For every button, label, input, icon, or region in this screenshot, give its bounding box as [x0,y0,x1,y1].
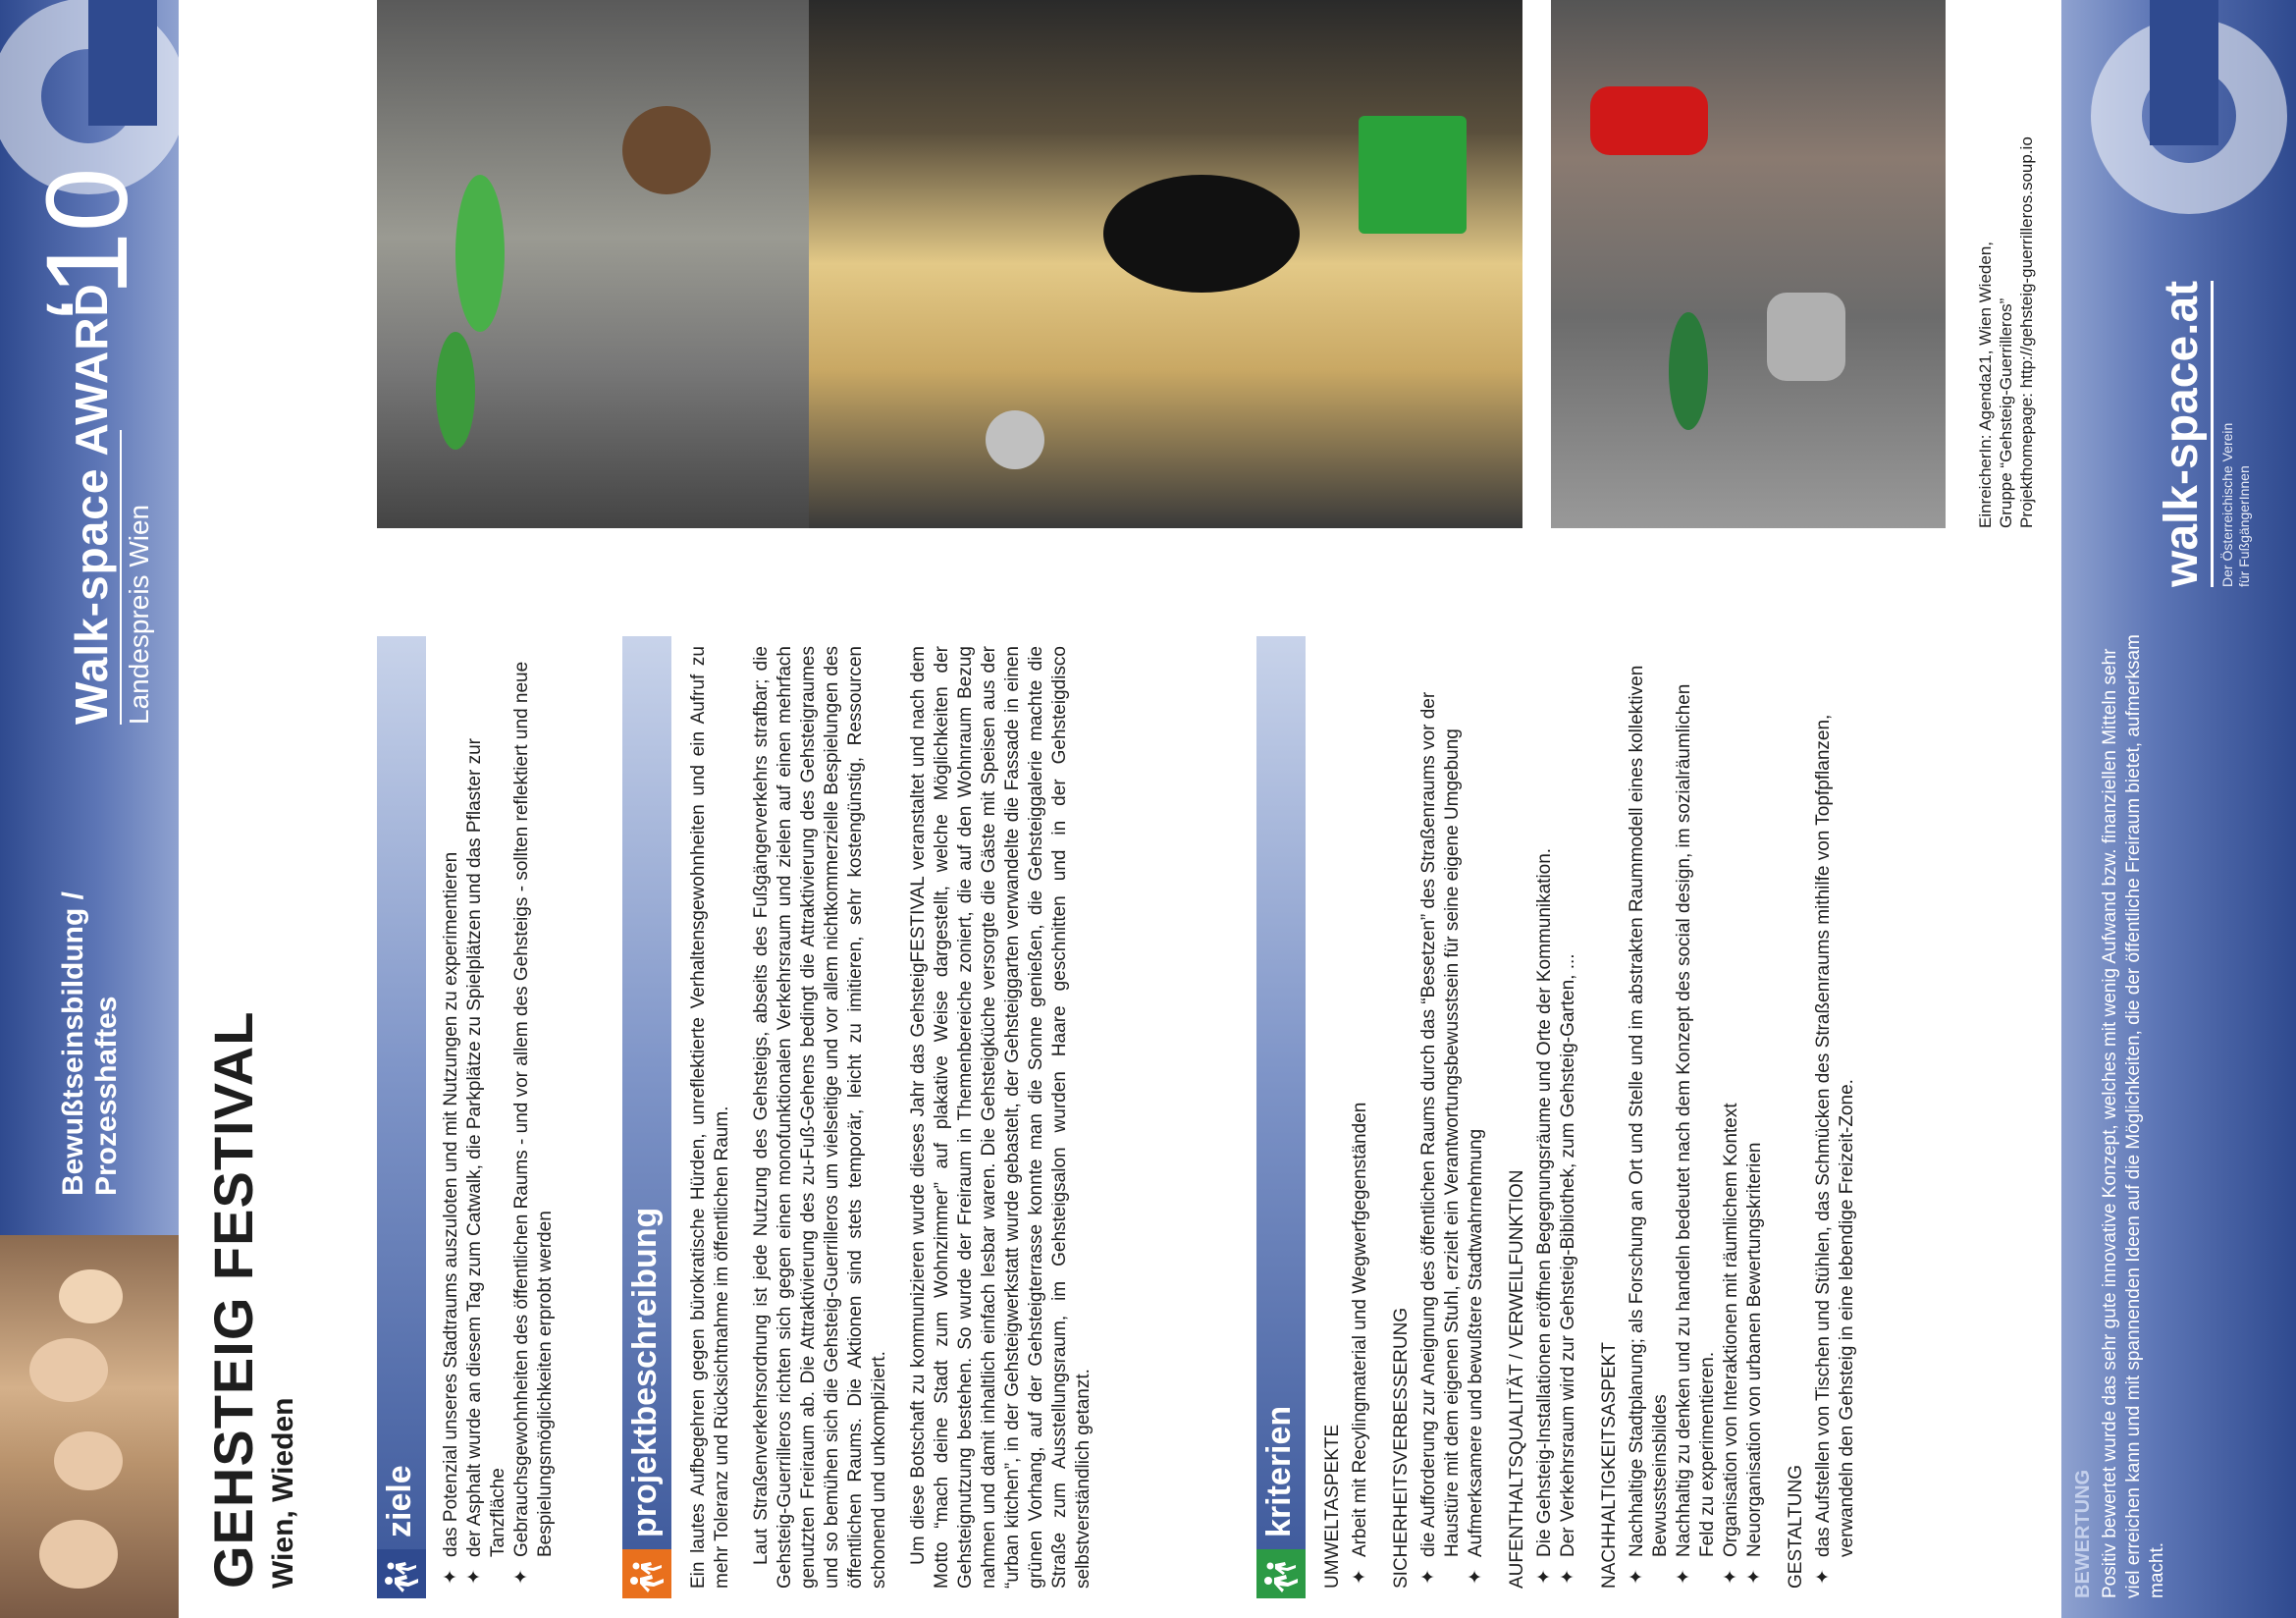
list-item: ✦ Arbeit mit Recylingmaterial und Wegwerfgegenständen [1349,646,1372,1589]
section-title-kriterien: kriterien [1260,1405,1298,1537]
ziele-list [440,646,558,1589]
criteria-heading: SICHERHEITSVERBESSERUNG [1391,1307,1412,1589]
section-header-projektbeschreibung [622,636,671,1598]
award-title: Walk-space AWARD Landespreis Wien [66,283,154,725]
walking-people-icon [377,1549,426,1598]
walking-people-icon [622,1549,671,1598]
criteria-heading: NACHHALTIGKEITSASPEKT [1599,1342,1620,1589]
header-band [0,0,179,1618]
paragraph: Ein lautes Aufbegehren gegen bürokratische Hürden, unreflektierte Verhaltensgewohnheiten und ein Aufruf zu mehr Toleranz und Rücksichtnahme im öffentlichen Raum. [688,646,732,1589]
photo-crowd-aerial [1551,0,1946,528]
paragraph: Um diese Botschaft zu kommunizieren wurde dieses Jahr das GehsteigFESTIVAL veranstaltet und nach dem Motto “mach deine Stadt zum Wohnzimmer” auf plakative Weise dargestellt, welche Möglichkeiten der Gehsteignutzung bestehen. So wurde der Freiraum in Themenbereiche zoniert, die auf den Wohnraum Bezug nahmen und damit inhaltlich einfach lesbar waren. Die Gehsteigküche versorgte die Gäste mit Speisen aus der “urban kitchen”, in der Gehsteigwerkstatt wurde gebastelt, der Gehsteiggarten verwandelte die Fassade in einen grünen Vorhang, auf der Gehsteigterrasse konnte man die Sonne genießen, die Gehsteiggalerie machte die Straße zum Ausstellungsraum, im Gehsteigsalon wurden Haare geschnitten und in der Gehsteigdisco selbstverständlich getanzt. [908,646,1094,1589]
section-header-kriterien [1256,636,1306,1598]
submitter-info: EinreicherIn: Agenda21, Wien Wieden, Gruppe “Gehsteig-Guerrilleros” Projekthomepage: http://gehsteig-guerrilleros.soup.io [1976,136,2036,528]
section-header-ziele [377,636,426,1598]
ring-bar-bottom [2150,0,2218,145]
list-item: ✦ Organisation von Interaktionen mit räumlichem Kontext [1720,646,1743,1589]
list-item: ✦ die Aufforderung zur Aneignung des öffentlichen Raums durch das “Besetzen” des Straßenraums vor der Haustüre mit dem eigenen Stuhl, erzielt ein Verantwortungsbewusstsein für seine eigene Umgebung [1417,646,1465,1589]
projekt-text [687,646,1111,1589]
criteria-heading: GESTALTUNG [1786,1465,1806,1589]
photo-street-festival [377,0,814,528]
kriterien-list [1321,646,1859,1589]
list-item: ✦ Der Verkehrsraum wird zur Gehsteig-Bibliothek, zum Gehsteig-Garten, ... [1557,646,1580,1589]
bewertung-heading: BEWERTUNG [2072,1469,2094,1598]
ring-bar-top [88,0,157,126]
walk-space-logo: walk-space.at Der Österreichische Verein für FußgängerInnen [2156,280,2252,587]
list-item: ✦ Aufmerksamere und bewußtere Stadtwahrnehmung [1465,646,1488,1589]
project-location: Wien, Wieden [267,1397,299,1589]
paragraph: Laut Straßenverkehrsordnung ist jede Nutzung des Gehsteigs, abseits des Fußgängerverkehrs strafbar; die Gehsteig-Guerrilleros richten sich gegen einen monofunktionalen Verkehrsraum und zielen auf einen mehrfach genutzten Freiraum ab. Die Attraktivierung des zu-Fuß-Gehens bedingt die Attraktivierung des Gehsteigraumes und so bemühen sich die Gehsteig-Guerrilleros um vielseitige und vor allem nichtkommerzielle Bespielungen des öffentlichen Raums. Die Aktionen sind stets temporär, leicht zu imitieren, sehr kostengünstig, Ressourcen schonend und unkompliziert. [751,646,889,1589]
list-item: ✦ das Aufstellen von Tischen und Stühlen, das Schmücken des Straßenraums mithilfe von Topfpflanzen, verwandeln den Gehsteig in eine lebendige Freizeit-Zone. [1812,646,1859,1589]
list-item: ✦ Neuorganisation von urbanen Bewertungskriterien [1743,646,1767,1589]
list-item: ✦ Gebrauchsgewohnheiten des öffentlichen Raums - und vor allem des Gehsteigs - sollten reflektiert und neue Bespielungsmöglichkeiten erprobt werden [510,646,558,1589]
walking-people-icon [1256,1549,1306,1598]
award-subtitle: Landespreis Wien [120,430,155,725]
section-title-ziele: ziele [381,1465,418,1537]
project-title: GEHSTEIG FESTIVAL [202,1010,264,1589]
criteria-heading: UMWELTASPEKTE [1322,1424,1343,1589]
award-year: ‘10 [23,167,152,322]
list-item: ✦ Die Gehsteig-Installationen eröffnen Begegnungsräume und Orte der Kommunikation. [1533,646,1557,1589]
bewertung [2071,626,2169,1598]
section-title-projektbeschreibung: projektbeschreibung [626,1207,664,1537]
list-item: ✦ Nachhaltige Stadtplanung; als Forschung an Ort und Stelle und im abstrakten Raummodell eines kollektiven Bewusstseinsbildes [1626,646,1673,1589]
header-photo-children [0,1235,179,1618]
photo-catwalk [809,0,1522,528]
list-item: ✦ der Asphalt wurde an diesem Tag zum Catwalk, die Parkplätze zu Spielplätzen und das Pflaster zur Tanzfläche [463,646,510,1589]
criteria-heading: AUFENTHALTSQUALITÄT / VERWEILFUNKTION [1507,1169,1527,1589]
bewertung-text: Positiv bewertet wurde das sehr gute innovative Konzept, welches mit wenig Aufwand bzw. finanziellen Mitteln sehr viel erreichen kann und mit spannenden Ideen auf die Möglichkeiten, die der öffentliche Freiraum bietet, aufmerksam macht. [2100,634,2167,1598]
list-item: ✦ Nachhaltig zu denken und zu handeln bedeutet nach dem Konzept des social design, im sozialräumlichen Feld zu experimentieren. [1673,646,1720,1589]
category-label: Bewußtseinsbildung / Prozesshaftes [57,890,123,1196]
list-item: ✦ das Potenzial unseres Stadtraums auszuloten und mit Nutzungen zu experimentieren [440,646,463,1589]
